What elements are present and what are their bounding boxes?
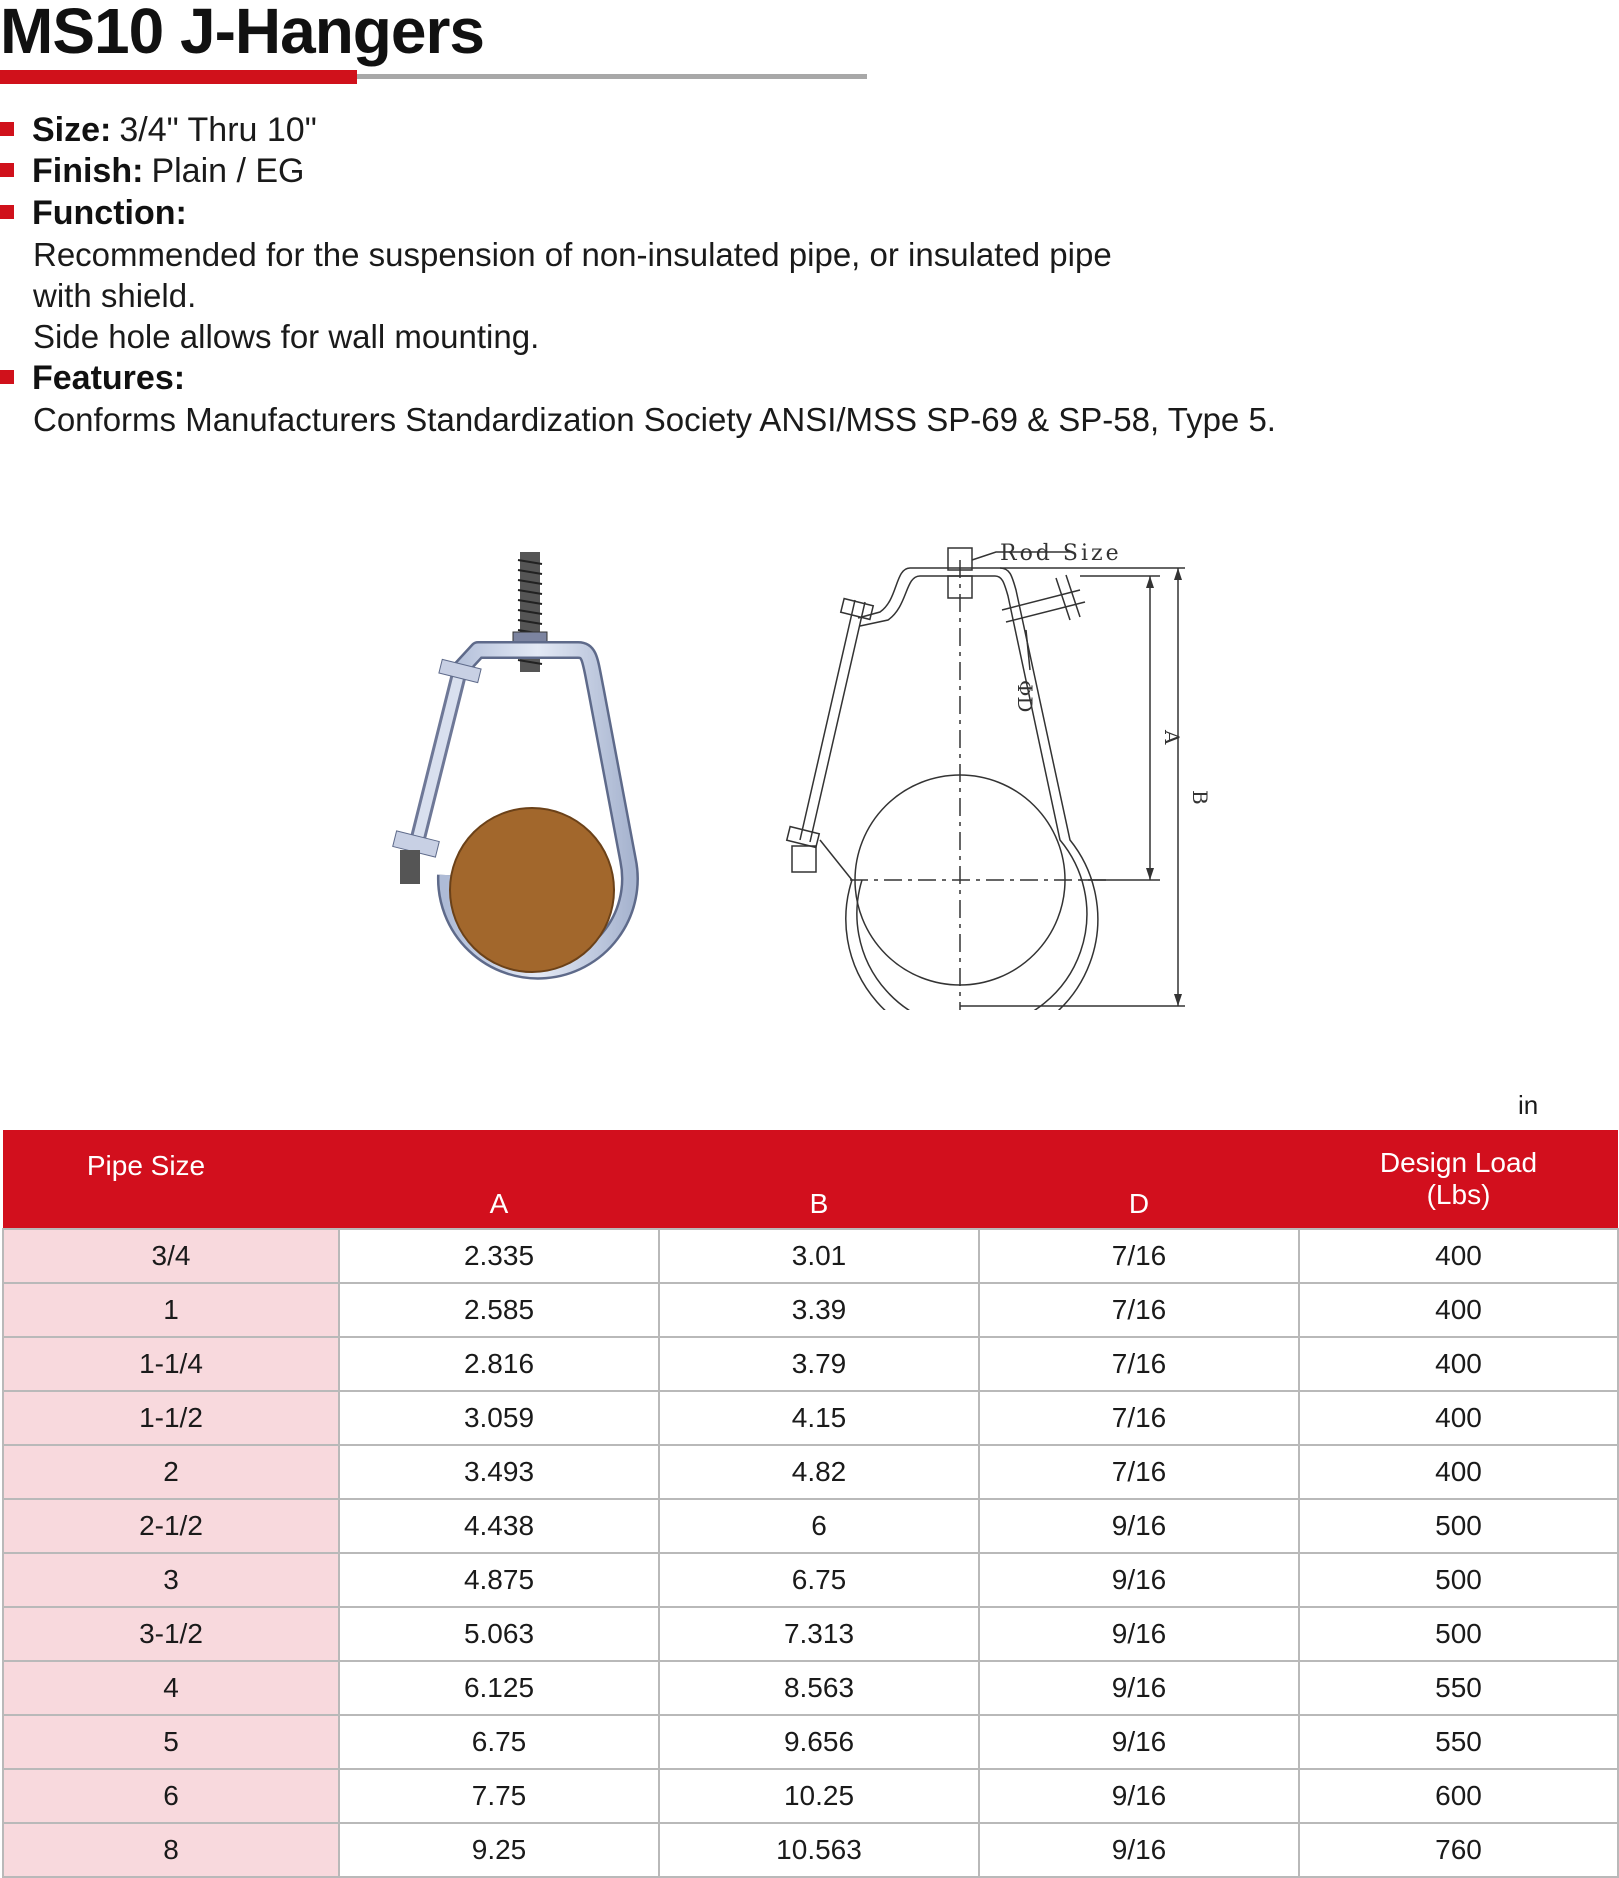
spec-size [0,110,317,151]
cell-b: 4.82 [659,1445,979,1499]
cell-b: 9.656 [659,1715,979,1769]
header-d: D [979,1130,1299,1229]
cell-pipe-size: 3 [3,1553,339,1607]
cell-d: 9/16 [979,1769,1299,1823]
cell-design-load: 550 [1299,1661,1618,1715]
features-line: Conforms Manufacturers Standardization Society ANSI/MSS SP-69 & SP-58, Type 5. [33,401,1276,438]
cell-a: 2.585 [339,1283,659,1337]
table-row [3,1607,1618,1661]
cell-a: 3.493 [339,1445,659,1499]
spec-features [0,358,185,399]
cell-design-load: 760 [1299,1823,1618,1877]
cell-a: 5.063 [339,1607,659,1661]
cell-b: 4.15 [659,1391,979,1445]
cell-design-load: 500 [1299,1607,1618,1661]
cell-pipe-size: 3-1/2 [3,1607,339,1661]
cell-design-load: 400 [1299,1229,1618,1283]
table-row [3,1229,1618,1283]
cell-a: 3.059 [339,1391,659,1445]
table-row [3,1283,1618,1337]
cell-pipe-size: 6 [3,1769,339,1823]
dimension-a-label: A [1160,730,1184,745]
table-row [3,1715,1618,1769]
dimensions-table [2,1130,1619,1878]
cell-d: 9/16 [979,1607,1299,1661]
cell-a: 6.125 [339,1661,659,1715]
table-row [3,1337,1618,1391]
cell-design-load: 400 [1299,1337,1618,1391]
cell-d: 9/16 [979,1499,1299,1553]
cell-b: 6 [659,1499,979,1553]
cell-d: 7/16 [979,1391,1299,1445]
table-header-row [3,1130,1618,1229]
size-label: Size: [32,111,112,149]
cell-pipe-size: 1-1/4 [3,1337,339,1391]
cell-design-load: 500 [1299,1499,1618,1553]
bullet-square-icon [0,370,14,384]
cell-design-load: 400 [1299,1391,1618,1445]
dimension-d-label: ΦD [1013,680,1037,713]
pipe-section [450,808,614,972]
cell-b: 3.79 [659,1337,979,1391]
cell-pipe-size: 3/4 [3,1229,339,1283]
cell-pipe-size: 1 [3,1283,339,1337]
cell-a: 2.335 [339,1229,659,1283]
cell-design-load: 400 [1299,1445,1618,1499]
finish-label: Finish: [32,152,144,190]
hanger-inner-outline [857,576,1087,1010]
cell-b: 8.563 [659,1661,979,1715]
function-line: Side hole allows for wall mounting. [33,318,540,355]
cell-b: 7.313 [659,1607,979,1661]
cell-a: 4.438 [339,1499,659,1553]
bullet-square-icon [0,205,14,219]
cell-a: 4.875 [339,1553,659,1607]
cell-pipe-size: 8 [3,1823,339,1877]
cell-d: 7/16 [979,1337,1299,1391]
spec-finish [0,151,305,192]
cell-design-load: 400 [1299,1283,1618,1337]
header-design-load: Design Load (Lbs) [1299,1130,1618,1229]
function-line: with shield. [33,277,197,314]
cell-pipe-size: 5 [3,1715,339,1769]
cell-design-load: 500 [1299,1553,1618,1607]
table-row [3,1823,1618,1877]
cell-a: 7.75 [339,1769,659,1823]
unit-label: in [1518,1090,1539,1120]
cell-b: 10.25 [659,1769,979,1823]
cell-a: 6.75 [339,1715,659,1769]
header-a: A [339,1130,659,1229]
cell-d: 7/16 [979,1445,1299,1499]
function-label: Function: [32,194,187,232]
product-illustration [360,540,660,1000]
table-row [3,1499,1618,1553]
table-row [3,1769,1618,1823]
side-bolt-line [800,600,855,840]
cell-pipe-size: 2-1/2 [3,1499,339,1553]
title-underline-rule [357,74,867,79]
table-body [3,1229,1618,1877]
cell-design-load: 550 [1299,1715,1618,1769]
bullet-square-icon [0,122,14,136]
header-pipe-size: Pipe Size [3,1130,339,1229]
cell-design-load: 600 [1299,1769,1618,1823]
dimension-drawing [780,540,1240,1010]
cell-d: 9/16 [979,1661,1299,1715]
cell-d: 9/16 [979,1553,1299,1607]
table-row [3,1553,1618,1607]
rod-size-label: Rod Size [1000,541,1122,566]
cell-pipe-size: 4 [3,1661,339,1715]
cell-pipe-size: 1-1/2 [3,1391,339,1445]
cell-d: 7/16 [979,1283,1299,1337]
table-row [3,1661,1618,1715]
cell-d: 7/16 [979,1229,1299,1283]
cell-pipe-size: 2 [3,1445,339,1499]
size-value: 3/4" Thru 10" [119,111,317,149]
cell-a: 2.816 [339,1337,659,1391]
cell-d: 9/16 [979,1715,1299,1769]
page-title: MS10 J-Hangers [0,0,484,67]
features-label: Features: [32,359,186,397]
cell-a: 9.25 [339,1823,659,1877]
finish-value: Plain / EG [151,152,305,190]
table-row [3,1391,1618,1445]
function-line: Recommended for the suspension of non-insulated pipe, or insulated pipe [33,236,1112,273]
hanger-outline [846,568,1098,1010]
cell-b: 3.01 [659,1229,979,1283]
bullet-square-icon [0,163,14,177]
title-underline-accent [0,70,357,84]
cell-b: 6.75 [659,1553,979,1607]
dimension-b-label: B [1188,790,1212,805]
header-b: B [659,1130,979,1229]
cell-b: 10.563 [659,1823,979,1877]
cell-d: 9/16 [979,1823,1299,1877]
spec-function [0,193,187,234]
table-row [3,1445,1618,1499]
cell-b: 3.39 [659,1283,979,1337]
